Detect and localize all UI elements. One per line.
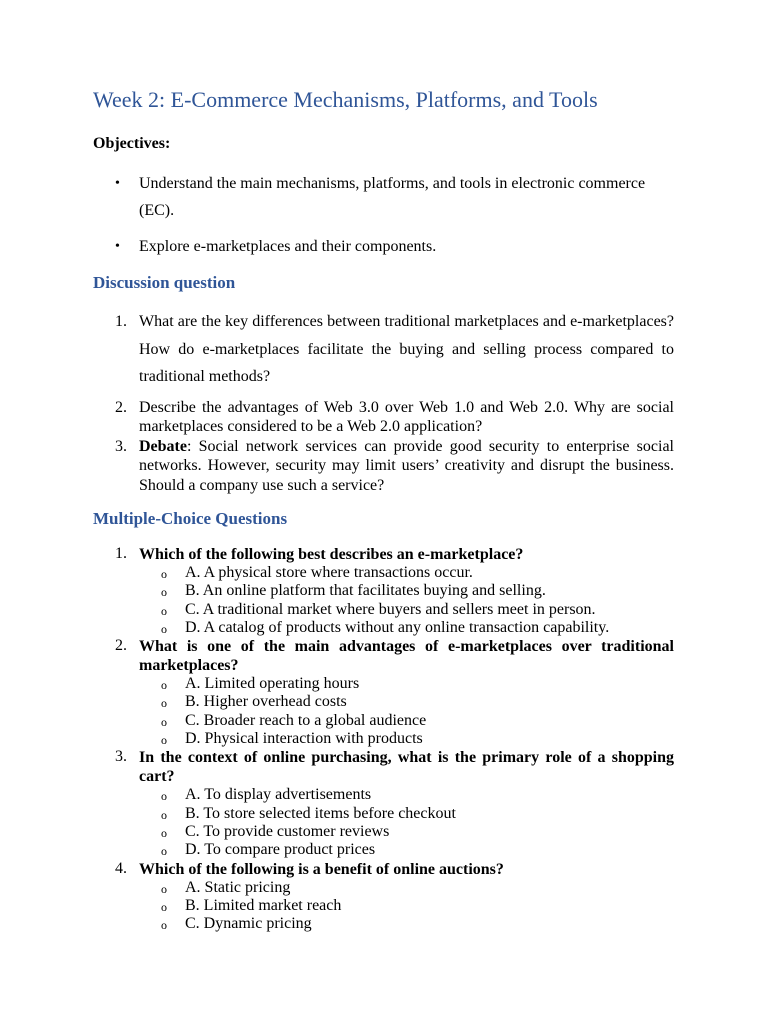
option-item xyxy=(139,823,674,841)
debate-label: Debate xyxy=(139,437,187,455)
option-text: B. Higher overhead costs xyxy=(185,693,347,711)
option-item xyxy=(139,897,674,915)
discussion-item xyxy=(93,398,674,437)
mcq-heading: Multiple-Choice Questions xyxy=(93,509,288,528)
question-text: Which of the following is a benefit of online auctions? xyxy=(139,860,504,878)
bullet-icon: • xyxy=(115,239,120,254)
option-item xyxy=(139,693,674,711)
option-item xyxy=(139,712,674,730)
option-item xyxy=(139,786,674,804)
question-number: 3. xyxy=(115,748,127,766)
option-item xyxy=(139,805,674,823)
item-number: 1. xyxy=(115,313,127,330)
option-text: C. To provide customer reviews xyxy=(185,822,390,840)
option-text: D. A catalog of products without any online transaction capability. xyxy=(185,618,610,636)
option-item xyxy=(139,564,674,582)
question-text: In the context of online purchasing, what is the primary role of a shopping cart? xyxy=(139,749,674,786)
option-bullet-icon: o xyxy=(161,696,167,711)
item-number: 3. xyxy=(115,437,127,455)
option-item xyxy=(139,675,674,693)
discussion-item xyxy=(93,308,674,391)
mcq-list xyxy=(93,545,674,933)
option-item xyxy=(139,879,674,897)
item-number: 2. xyxy=(115,398,127,416)
option-bullet-icon: o xyxy=(161,918,167,933)
objective-item xyxy=(93,233,674,260)
option-item xyxy=(139,730,674,748)
option-text: A. Static pricing xyxy=(185,878,291,896)
discussion-item xyxy=(93,437,674,496)
option-bullet-icon: o xyxy=(161,789,167,804)
option-item xyxy=(139,915,674,933)
option-bullet-icon: o xyxy=(161,585,167,600)
options-list xyxy=(139,675,674,748)
discussion-text: : Social network services can provide good security to enterprise social networks. However, security may limit users’ creativity and disrupt the business. Should a company use such a service? xyxy=(139,437,674,494)
option-text: D. Physical interaction with products xyxy=(185,730,423,748)
option-bullet-icon: o xyxy=(161,844,167,859)
discussion-text: What are the key differences between traditional marketplaces and e-marketplaces? How do e-marketplaces facilitate the buying and selling process compared to traditional methods? xyxy=(139,313,674,385)
question-number: 1. xyxy=(115,545,127,562)
option-text: A. To display advertisements xyxy=(185,786,372,804)
mcq-question xyxy=(93,637,674,748)
discussion-list xyxy=(93,308,674,495)
option-bullet-icon: o xyxy=(161,567,167,581)
option-item xyxy=(139,582,674,600)
option-text: D. To compare product prices xyxy=(185,841,376,859)
objective-text: Understand the main mechanisms, platforms, and tools in electronic commerce (EC). xyxy=(139,175,646,219)
option-bullet-icon: o xyxy=(161,603,167,618)
options-list xyxy=(139,786,674,859)
question-text: Which of the following best describes an e-marketplace? xyxy=(139,546,524,563)
option-text: B. To store selected items before checkout xyxy=(185,804,456,822)
options-list xyxy=(139,879,674,934)
discussion-text: Describe the advantages of Web 3.0 over Web 1.0 and Web 2.0. Why are social marketplaces considered to be a Web 2.0 application? xyxy=(139,398,674,435)
option-item xyxy=(139,619,674,637)
objectives-list xyxy=(93,170,674,260)
discussion-heading: Discussion question xyxy=(93,273,236,292)
question-number: 4. xyxy=(115,859,127,877)
bullet-icon: • xyxy=(115,176,120,191)
mcq-question xyxy=(93,860,674,934)
option-bullet-icon: o xyxy=(161,807,167,822)
option-bullet-icon: o xyxy=(161,621,167,636)
option-text: C. Broader reach to a global audience xyxy=(185,711,427,729)
options-list xyxy=(139,564,674,637)
option-text: A. A physical store where transactions occur. xyxy=(185,564,473,581)
option-bullet-icon: o xyxy=(161,678,167,693)
option-bullet-icon: o xyxy=(161,733,167,748)
option-text: B. An online platform that facilitates buying and selling. xyxy=(185,582,546,600)
option-item xyxy=(139,601,674,619)
option-item xyxy=(139,841,674,859)
objective-text: Explore e-marketplaces and their components. xyxy=(139,238,437,255)
option-text: B. Limited market reach xyxy=(185,896,342,914)
option-bullet-icon: o xyxy=(161,825,167,840)
option-text: C. Dynamic pricing xyxy=(185,915,312,933)
option-bullet-icon: o xyxy=(161,899,167,914)
option-text: C. A traditional market where buyers and sellers meet in person. xyxy=(185,600,596,618)
question-number: 2. xyxy=(115,637,127,655)
objectives-label: Objectives: xyxy=(93,135,171,152)
mcq-question xyxy=(93,545,674,637)
question-text: What is one of the main advantages of e-marketplaces over traditional marketplaces? xyxy=(139,638,674,675)
mcq-question xyxy=(93,748,674,859)
option-text: A. Limited operating hours xyxy=(185,675,360,693)
page-title: Week 2: E-Commerce Mechanisms, Platforms, and Tools xyxy=(93,87,598,112)
option-bullet-icon: o xyxy=(161,714,167,729)
option-bullet-icon: o xyxy=(161,881,167,896)
objective-item xyxy=(93,170,674,224)
